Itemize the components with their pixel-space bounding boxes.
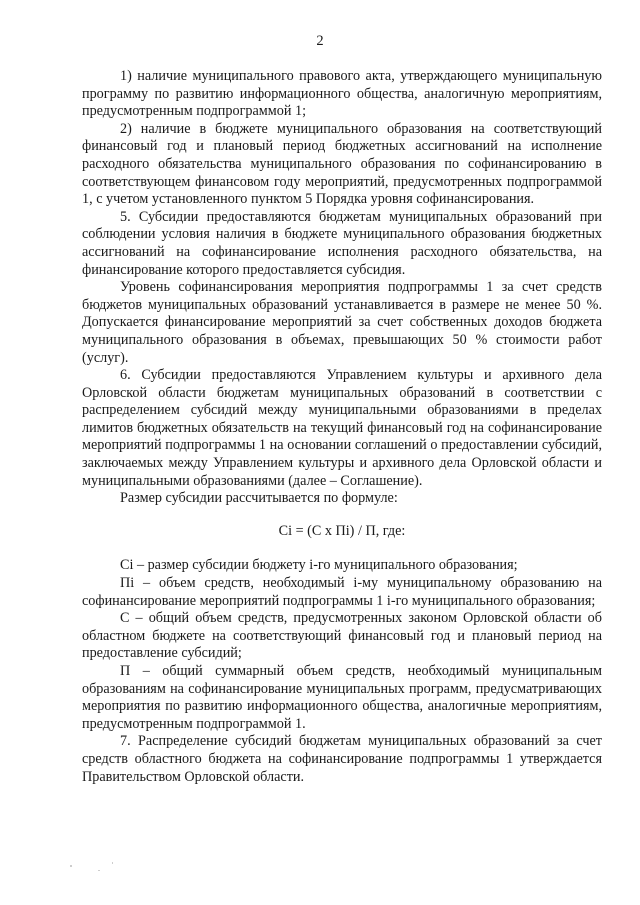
paragraph-condition-2: 2) наличие в бюджете муниципального образования на соответствующий финансовый год и плановый период бюджетных ассигнований на исполнение расходного обязательства муниципального образования по софинансированию в соответствующем финансовом году мероприятий, предусмотренных подпрограммой 1, с учетом установленного пунктом 5 Порядка уровня софинансирования. — [82, 120, 602, 208]
definition-pi: Пi – объем средств, необходимый i-му муниципальному образованию на софинансирование мероприятий подпрограммы 1 i-го муниципального образования; — [82, 575, 602, 609]
paragraph-formula-intro: Размер субсидии рассчитывается по формуле: — [120, 490, 398, 507]
definition-ci: Ci – размер субсидии бюджету i-го муниципального образования; — [120, 557, 518, 574]
paragraph-condition-1: 1) наличие муниципального правового акта, утверждающего муниципальную программу по развитию информационного общества, аналогичную мероприятиям, предусмотренным подпрограммой 1; — [82, 68, 602, 120]
paragraph-point-7: 7. Распределение субсидий бюджетам муниципальных образований за счет средств областного бюджета на софинансирование подпрограммы 1 утверждается Правительством Орловской области. — [82, 733, 602, 785]
scan-speck — [98, 870, 100, 871]
paragraph-point-6: 6. Субсидии предоставляются Управлением культуры и архивного дела Орловской области бюджетам муниципальных образований в соответствии с распределением субсидий между муниципальными образованиями в пределах лимитов бюджетных обязательств на текущий финансовый год на софинансирование мероприятий подпрограммы 1 на основании соглашений о предоставлении субсидий, заключаемых между Управлением культуры и архивного дела Орловской области и муниципальными образованиями (далее – Соглашение). — [82, 367, 602, 489]
paragraph-cofinancing-level: Уровень софинансирования мероприятия подпрограммы 1 за счет средств бюджетов муниципальных образований устанавливается в размере не менее 50 %. Допускается финансирование мероприятий за счет собственных доходов бюджета муниципального образования в объемах, превышающих 50 % стоимости работ (услуг). — [82, 279, 602, 366]
scan-speck — [70, 865, 72, 867]
document-body — [82, 68, 602, 786]
page-number: 2 — [316, 33, 324, 49]
definition-c: С – общий объем средств, предусмотренных законом Орловской области об областном бюджете на соответствующий финансовый год и плановый период на предоставление субсидий; — [82, 610, 602, 662]
paragraph-point-5: 5. Субсидии предоставляются бюджетам муниципальных образований при соблюдении условия наличия в бюджете муниципального образования бюджетных ассигнований на софинансирование исполнения расходного обязательства, на финансирование которого предоставляется субсидия. — [82, 208, 602, 278]
definition-p: П – общий суммарный объем средств, необходимый муниципальным образованиям на софинансирование муниципальных программ, предусматривающих мероприятия по развитию информационного общества, аналогичные мероприятиям, предусмотренным подпрограммой 1. — [82, 663, 602, 732]
subsidy-formula: Ci = (С х Пi) / П, где: — [278, 522, 406, 539]
scan-speck — [112, 862, 113, 864]
